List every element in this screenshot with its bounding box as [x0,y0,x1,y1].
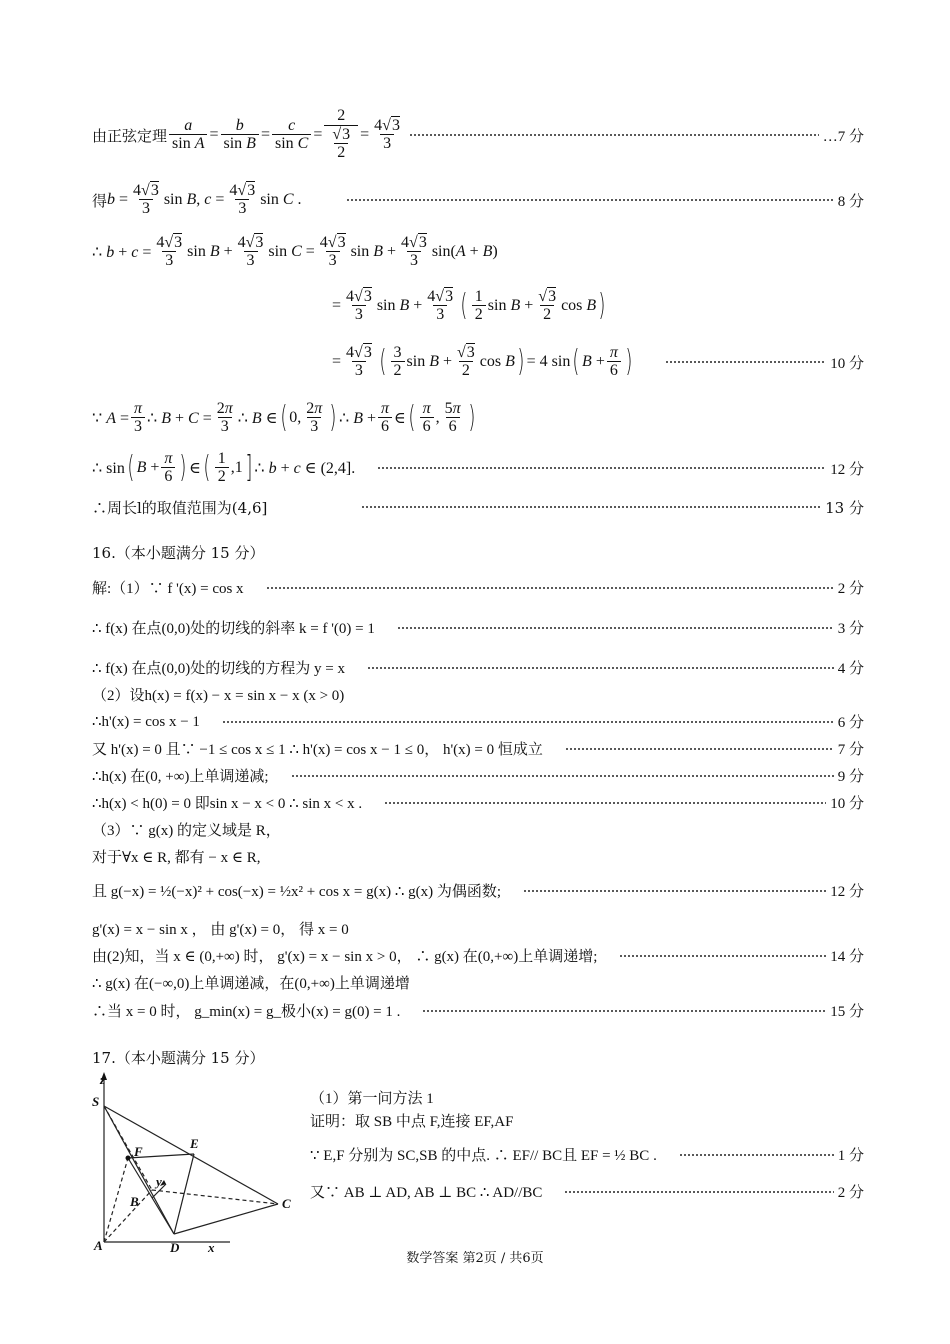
q17-heading: 17.（本小题满分 15 分） [92,1049,265,1067]
q17-line [310,1110,864,1131]
dot-leader [266,587,834,589]
q16-line-text: 又 h'(x) = 0 且∵ −1 ≤ cos x ≤ 1 ∴ h'(x) = cos x − 1 ≤ 0， h'(x) = 0 恒成立 [92,742,543,758]
q17-line [310,1144,864,1165]
angle-range-row: ∵ A = $\frac{\pi}{3}$ ∴ B + C = $\frac{2\pi}{3}$ ∴ B ∈ ( 0, $\frac{2\pi}{3}$ ) ∴ B + $\frac{\pi}{6}$ ∈ ( $\frac{\pi}{6}$ , $\frac{5\pi}{6}$ ) [92,399,475,436]
step-7-row: 由正弦定理 $\frac{a}{\text{sin A}}$ = $\frac{b}{\text{sin B}}$ = $\frac{c}{\text{sin C}}$ = $\frac{2}{\frac{√3}{2}}$ = $\frac{4√3}{3}$ …7 分 [92,107,864,162]
frac-4root3-3: $\frac{4√3}{3}$ [374,116,400,153]
step-12-row: ∴ sin ( B + $\frac{\pi}{6}$ ) ∈ ( $\frac{1}{2}$ ,1 ] ∴ b + c ∈ (2,4]. 12 分 [92,449,864,486]
score-10: 10 分 [830,355,864,372]
score-12: 12 分 [830,461,864,478]
dot-leader [665,361,827,363]
q16-line-text: 解:（1）∵ f '(x) = cos x [92,581,244,597]
q16-line [92,972,864,993]
q16-line-text: 且 g(−x) = ½(−x)² + cos(−x) = ½x² + cos x = g(x) ∴ g(x) 为偶函数; [92,884,502,900]
q16-line-score: 6 分 [837,715,864,731]
label-x: x [208,1240,215,1255]
label-y: y [156,1174,162,1189]
dot-leader [291,775,834,777]
label-C: C [282,1196,291,1211]
q16-line-text: ∴h'(x) = cos x − 1 [92,714,200,730]
dot-leader [397,627,834,629]
q16-line-text: ∴ f(x) 在点(0,0)处的切线的斜率 k = f '(0) = 1 [92,621,375,637]
q16-line-score: 14 分 [830,949,864,965]
q16-line-text: g'(x) = x − sin x ， 由 g'(x) = 0， 得 x = 0 [92,922,349,938]
frac-c-sinC: $\frac{c}{\text{sin C}}$ [272,117,311,154]
frac-a-sinA: $\frac{a}{\text{sin A}}$ [169,117,207,154]
q16-line [92,738,864,759]
dot-leader [523,890,826,892]
label-z: z [100,1072,106,1087]
q16-line [92,657,864,678]
q16-line-score: 12 分 [830,884,864,900]
q16-line-text: ∴当 x = 0 时， g_min(x) = g_极小(x) = g(0) = 1 . [92,1004,401,1020]
q16-line-text: ∴h(x) < h(0) = 0 即sin x − x < 0 ∴ sin x < x . [92,796,363,812]
q16-line [92,918,864,939]
frac-2-root3-half: $\frac{2}{\frac{√3}{2}}$ [324,107,358,163]
page-footer: 数学答案 第2页 / 共6页 [406,1251,544,1266]
dot-leader [422,1010,826,1012]
label-A: A [94,1238,103,1253]
q16-line-score: 10 分 [830,796,864,812]
edge-SC [104,1106,278,1204]
q17-line [310,1181,864,1202]
label-B: B [130,1194,139,1209]
dot-leader [564,1191,833,1193]
step-13-text: ∴周长l的取值范围为(4,6] [92,498,268,517]
q16-line [92,577,864,598]
dot-leader [565,748,834,750]
bc-sum-row-2: = $\frac{4√3}{3}$ sin B + $\frac{4√3}{3}$ ( $\frac{1}{2}$ sin B + $\frac{√3}{2}$ cos B ) [332,287,606,324]
q16-line [92,846,864,867]
step-7-prefix: 由正弦定理 [92,126,168,145]
q16-line [92,684,864,705]
frac-b-sinB: $\frac{b}{\text{sin B}}$ [221,117,259,154]
dot-leader [377,467,826,469]
point-F [126,1156,131,1161]
q17-line-text: （1）第一问方法 1 [310,1091,434,1107]
dot-leader [619,955,826,957]
q16-line-score: 9 分 [837,769,864,785]
q17-line-score: 2 分 [837,1185,864,1201]
q17-line [310,1087,864,1108]
q16-line [92,880,864,901]
q16-line [92,945,864,966]
q17-line-text: 证明：取 SB 中点 F,连接 EF,AF [310,1114,514,1130]
label-E: E [190,1136,199,1151]
q16-heading: 16.（本小题满分 15 分） [92,544,265,562]
q16-line-score: 4 分 [837,661,864,677]
q17-line-score: 1 分 [837,1148,864,1164]
q16-line-score: 15 分 [830,1004,864,1020]
q16-line-text: （2）设h(x) = f(x) − x = sin x − x (x > 0) [92,688,345,704]
label-S: S [92,1094,100,1109]
score-13: 13 分 [825,498,864,517]
dot-leader [346,199,834,201]
q16-line-text: ∴ g(x) 在(−∞,0)上单调递减，在(0,+∞)上单调递增 [92,976,410,992]
dot-leader [679,1154,834,1156]
q16-line-text: ∴ f(x) 在点(0,0)处的切线的方程为 y = x [92,661,345,677]
q16-line-text: （3）∵ g(x) 的定义域是 R， [92,823,281,839]
edge-AB [104,1190,152,1242]
dot-leader [361,506,821,508]
q16-line [92,819,864,840]
q16-line [92,711,864,732]
label-D: D [170,1240,180,1255]
score-8: 8 分 [837,193,864,210]
label-F: F [134,1144,143,1159]
q16-line-text: ∴h(x) 在(0, +∞)上单调递减; [92,769,269,785]
edge-SB [104,1106,152,1190]
step-13-row [92,494,864,520]
pyramid-figure [90,1070,300,1260]
q17-line-text: 又∵ AB ⊥ AD, AB ⊥ BC ∴ AD//BC [310,1185,543,1201]
bc-sum-row-1: ∴ b + c = $\frac{4√3}{3}$ sin B + $\frac{4√3}{3}$ sin C = $\frac{4√3}{3}$ sin B + $\frac{4√3}{3}$ sin(A + B) [92,233,498,270]
step-8-row: 得 b = $\frac{4√3}{3}$ sin B, c = $\frac{4√3}{3}$ sin C . 8 分 [92,181,864,218]
edge-ED [174,1154,194,1234]
dot-leader [384,802,826,804]
q16-line [92,792,864,813]
q16-line [92,765,864,786]
step-10-row: = $\frac{4√3}{3}$ ( $\frac{3}{2}$ sin B + $\frac{√3}{2}$ cos B ) = 4 sin ( B + $\frac{\pi}{6}$ ) 10 分 [332,343,864,380]
edge-BC [152,1190,278,1204]
dot-leader [367,667,834,669]
q16-line-score: 2 分 [837,581,864,597]
q16-line [92,1000,864,1021]
score-7: …7 分 [822,128,864,145]
q17-line-text: ∵ E,F 分别为 SC,SB 的中点. ∴ EF// BC且 EF = ½ BC . [310,1148,657,1164]
step-8-prefix: 得 [92,191,108,210]
q16-line-score: 3 分 [837,621,864,637]
q16-line-text: 由(2)知，当 x ∈ (0,+∞) 时， g'(x) = x − sin x > 0， ∴ g(x) 在(0,+∞)上单调递增; [92,949,598,965]
dot-leader [409,134,819,136]
edge-DC [174,1204,278,1234]
q16-line-score: 7 分 [837,742,864,758]
q16-line [92,617,864,638]
dot-leader [222,721,834,723]
q16-line-text: 对于∀x ∈ R, 都有 − x ∈ R, [92,850,261,866]
